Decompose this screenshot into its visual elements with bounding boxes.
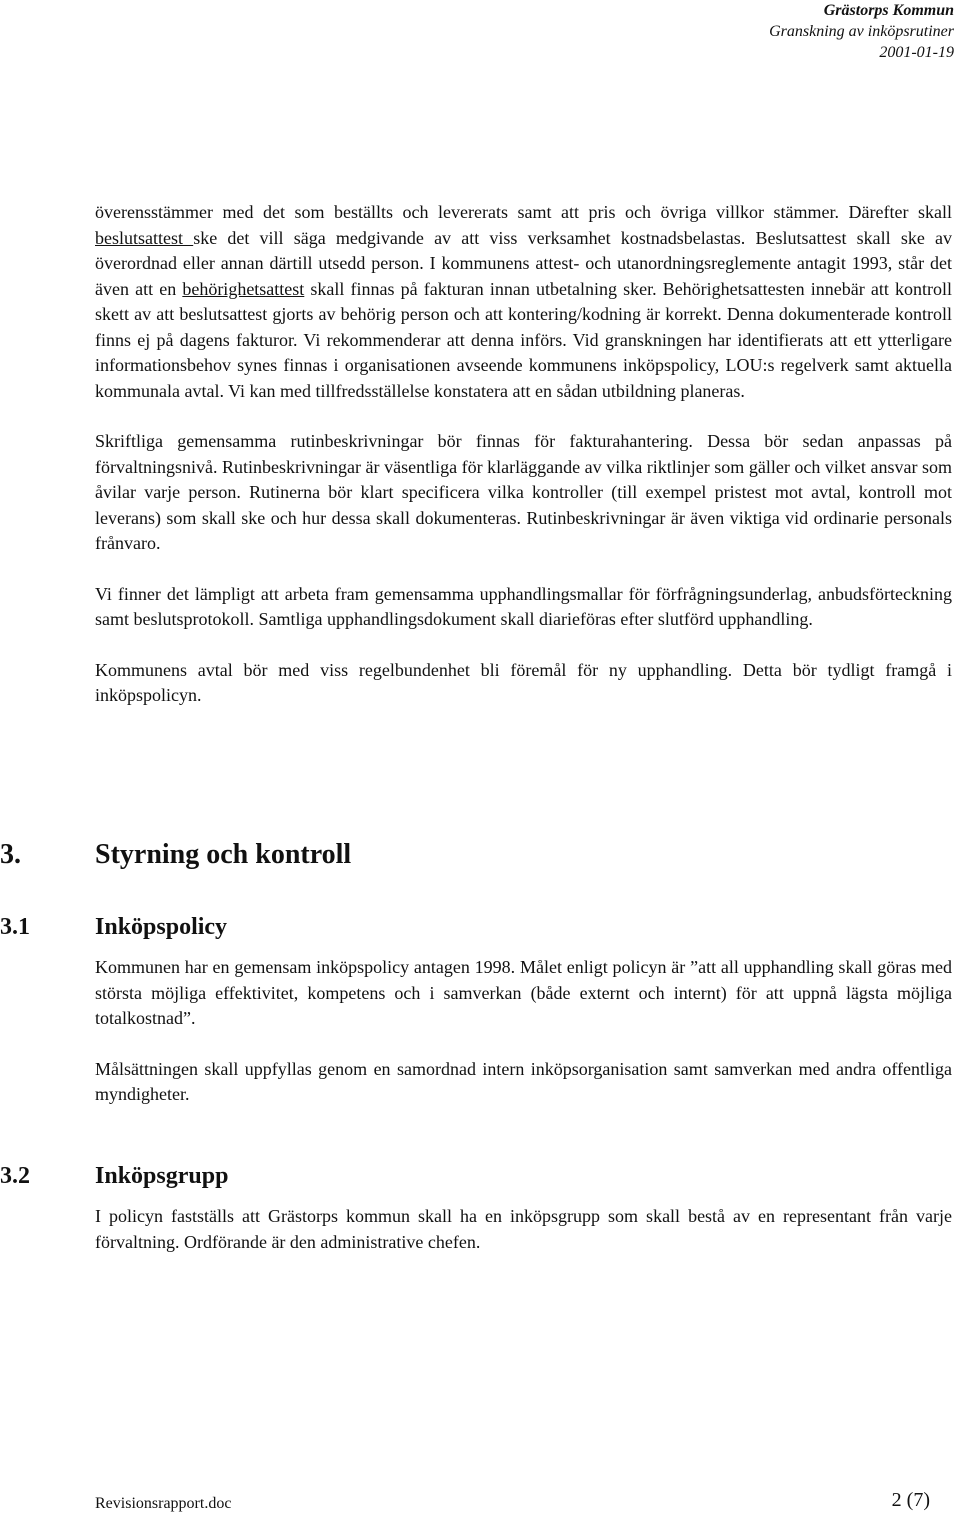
header-organization: Grästorps Kommun [823, 2, 954, 19]
body-text [95, 200, 952, 709]
section-number: 3.1 [0, 914, 30, 940]
underlined-term-beslutsattest: beslutsattest [95, 227, 194, 248]
paragraph-text: skall finnas på fakturan innan utbetalning sker. Behörighetsattesten innebär att kontroll skett av att beslutsattest gjorts av behörig person och att kontering/kodning är korrekt. Denna dokumenterade kontroll finns ej på dagens fakturor. Vi rekommenderar att denna införs. Vid granskningen har identifierats att ett ytterligare informationsbehov synes finnas i organisationen avseende kommunens inköpspolicy, LOU:s regelverk samt aktuella kommunala avtal. Vi kan med tillfredsställelse konstatera att en sådan utbildning planeras. [95, 278, 952, 401]
paragraph-inkopspolicy: Kommunen har en gemensam inköpspolicy antagen 1998. Målet enligt policyn är ”att all upphandling skall göras med största möjliga effektivitet, kompetens och i samverkan (både externt och internt) för att uppnå lägsta möjliga totalkostnad”. [95, 957, 952, 1028]
paragraph-text: överensstämmer med det som beställts och levererats samt att pris och övriga villkor stämmer. Därefter skall [95, 202, 952, 222]
paragraph-rutinbeskrivningar: Skriftliga gemensamma rutinbeskrivningar bör finnas för fakturahantering. Dessa bör sedan anpassas på förvaltningsnivå. Rutinbeskrivningar är väsentliga för klarläggande av vilka riktlinjer som gäller och vilket ansvar som åvilar varje person. Rutinerna bör klart specificera vilka kontroller (till exempel pristest mot avtal, kontroll mot leverans) som skall ske och hur dessa skall dokumenteras. Rutinbeskrivningar är även viktiga vid ordinarie personals frånvaro. [95, 431, 952, 553]
paragraph-malsattning: Målsättningen skall uppfyllas genom en samordnad intern inköpsorganisation samt samverkan med andra offentliga myndigheter. [95, 1058, 952, 1104]
header-report-title: Granskning av inköpsrutiner [769, 23, 954, 40]
section-3-2-body [95, 1204, 952, 1255]
page-number: 2 (7) [891, 1489, 930, 1511]
section-heading-3-1 [0, 912, 420, 942]
section-number: 3.2 [0, 1163, 30, 1189]
paragraph-upphandlingsmallar: Vi finner det lämpligt att arbeta fram gemensamma upphandlingsmallar för förfrågningsunderlag, anbudsförteckning samt beslutsprotokoll. Samtliga upphandlingsdokument skall diarieföras efter slutförd upphandling. [95, 583, 952, 629]
section-heading-3-2 [0, 1161, 420, 1191]
section-number: 3. [0, 839, 21, 870]
paragraph-text: ske det vill säga medgivande av att viss verksamhet kostnadsbelastas. Beslutsattest skall ske av överordnad eller annan därtill utsedd person. I kommunens attest- och utanordningsreglemente antagit 1993, står det även att en [95, 227, 952, 299]
page-footer [95, 1489, 952, 1514]
section-heading-3 [0, 838, 420, 872]
footer-filename: Revisionsrapport.doc [95, 1495, 232, 1512]
header-date: 2001-01-19 [879, 44, 954, 61]
section-title: Inköpspolicy [95, 914, 228, 940]
section-title: Inköpsgrupp [95, 1163, 229, 1189]
page-header [769, 0, 954, 63]
paragraph-attest [95, 200, 952, 404]
underlined-term-behorighetsattest: behörighetsattest [182, 278, 305, 299]
paragraph-inkopsgrupp: I policyn fastställs att Grästorps kommun skall ha en inköpsgrupp som skall bestå av en representant från varje förvaltning. Ordförande är den administrative chefen. [95, 1206, 952, 1252]
section-title: Styrning och kontroll [95, 839, 352, 870]
section-3-1-body [95, 955, 952, 1108]
paragraph-avtal: Kommunens avtal bör med viss regelbundenhet bli föremål för ny upphandling. Detta bör tydligt framgå i inköpspolicyn. [95, 659, 952, 705]
